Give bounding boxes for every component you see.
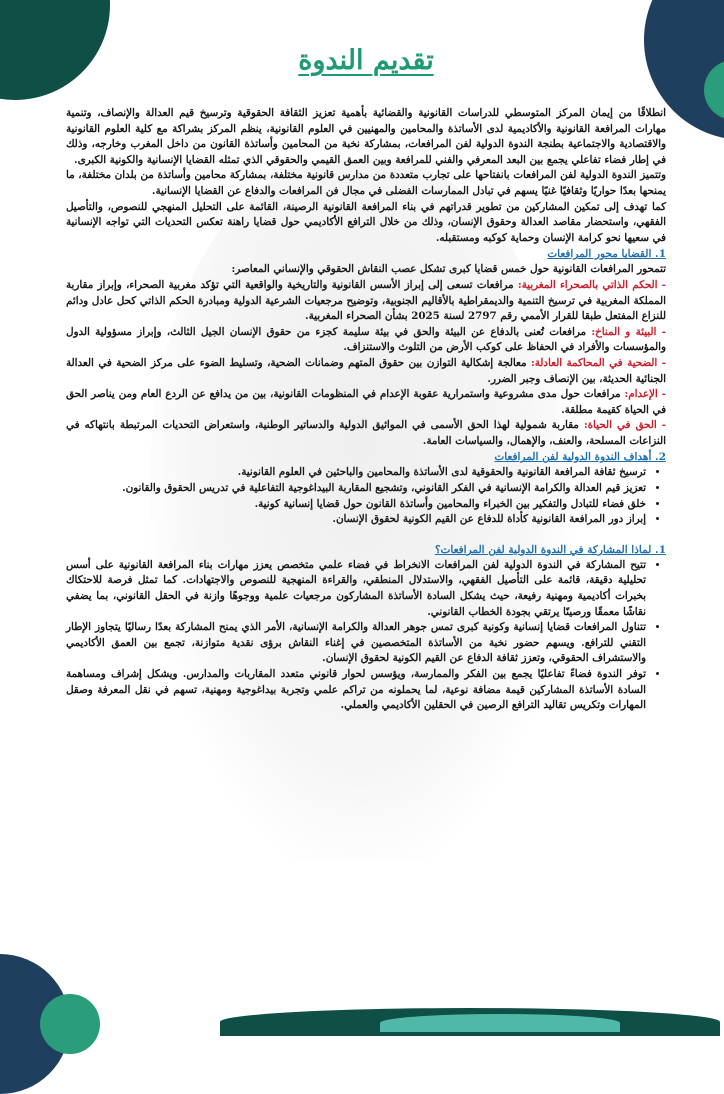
objective-item: • ترسيخ ثقافة المرافعة القانونية والحقوقية لدى الأساتذة والمحامين والباحثين في العلوم القانونية. <box>66 465 646 481</box>
page-title: تقديم الندوة <box>298 45 434 76</box>
section-heading-objectives: 2. أهداف الندوة الدولية لفن المرافعات <box>494 451 666 464</box>
document-body <box>66 40 666 714</box>
intro-paragraph-2: وتتميز الندوة الدولية لفن المرافعات بانفتاحها على تجارب متعددة من مدارس قانونية مختلفة، بمشاركة محامين وأساتذة من بلدان مختلفة، ما يمنحها بعدًا حواريًا وثقافيًا غنيًا يسهم في تبادل الممارسات الفضلى في مجال فن المرافعات والدفاع عن القضايا الإنسانية. <box>66 169 666 197</box>
topic-item <box>66 418 666 449</box>
why-item: • تتيح المشاركة في الندوة الدولية لفن المرافعات الانخراط في فضاء علمي متخصص يعزز مهارات بناء المرافعة القانونية على أسس تحليلية دقيقة، قائمة على التأصيل الفقهي، والاستدلال المنطقي، والقراءة المنهجية للنصوص والاجتهادات. كما تمثل فرصة للاحتكاك بخبرات أكاديمية ومهنية رفيعة، حيث يشكل السادة الأساتذة المشاركون مرجعيات علمية ووجوهًا وازنة في الحقل القانوني، بما يضفي نقاشًا معمقًا ورصينًا يرتقي بجودة الخطاب القانوني. <box>66 558 646 620</box>
topic-label: - الإعدام: <box>624 388 666 401</box>
why-item: • توفر الندوة فضاءً تفاعليًا يجمع بين الفكر والممارسة، ويؤسس لحوار قانوني متعدد المقاربات والمدارس. ويشكل إشراف ومساهمة السادة الأساتذة المشاركين قيمة مضافة نوعية، لما يحملونه من تراكم علمي وتجربة بيداغوجية ومهنية، تسهم في نقل المعرفة وصقل المهارات وتكريس تقاليد الترافع الرصين في الحقلين الأكاديمي والعملي. <box>66 667 646 714</box>
why-participate-list <box>66 558 666 714</box>
topic-item <box>66 356 666 387</box>
topic-text: مرافعات تُعنى بالدفاع عن البيئة والحق في بيئة سليمة كجزء من حقوق الإنسان الجيل الثالث، وإبراز مسؤولية الدول والمؤسسات والأفراد في الحفاظ على كوكب الأرض من التلوث والاستنزاف. <box>66 325 666 354</box>
topic-text: مرافعات حول مدى مشروعية واستمرارية عقوبة الإعدام في المنظومات القانونية، بين من يدافع عن الردع العام ومن يناصر الحق في الحياة كقيمة مطلقة. <box>66 388 666 416</box>
topic-label: - الحق في الحياة: <box>583 419 666 432</box>
section-heading-why-participate: 1. لماذا المشاركة في الندوة الدولية لفن المرافعات؟ <box>434 543 666 556</box>
objective-item: • إبراز دور المرافعة القانونية كأداة للدفاع عن القيم الكونية لحقوق الإنسان. <box>66 512 646 528</box>
decor-dot-bottom-left <box>40 994 100 1054</box>
topic-item <box>66 278 666 325</box>
objectives-list <box>66 465 666 527</box>
topic-text: معالجة إشكالية التوازن بين حقوق المتهم وضمانات الضحية، وتسليط الضوء على مركز الضحية في العدالة الجنائية الحديثة، بين الإنصاف وجبر الضرر. <box>66 356 666 385</box>
decor-wave-bottom-light <box>380 1014 620 1032</box>
topic-item <box>66 387 666 418</box>
topic-label: - البيئة و المناخ: <box>591 325 666 338</box>
objective-item: • خلق فضاء للتبادل والتفكير بين الخبراء والمحامين وأساتذة القانون حول قضايا إنسانية كونية. <box>66 497 646 513</box>
section-heading-topics: 1. القضايا محور المرافعات <box>547 248 666 261</box>
why-item: • تتناول المرافعات قضايا إنسانية وكونية كبرى تمس جوهر العدالة والكرامة الإنسانية، الأمر الذي يمنح المشاركة بعدًا رساليًا يتجاوز الإطار التقني للترافع. ويسهم حضور نخبة من الأساتذة المتخصصين في إغناء النقاش برؤى نقدية متوازنة، تجمع بين العمق الأكاديمي والاستشراف الحقوقي، وتعزز ثقافة الدفاع عن القيم الكونية لحقوق الإنسان. <box>66 620 646 667</box>
objective-item: • تعزيز قيم العدالة والكرامة الإنسانية في الفكر القانوني، وتشجيع المقاربة البيداغوجية التفاعلية في تدريس الحقوق والقانون. <box>66 481 646 497</box>
intro-paragraph-1: انطلاقًا من إيمان المركز المتوسطي للدراسات القانونية والقضائية بأهمية تعزيز الثقافة الحقوقية وترسيخ قيم العدالة والإنصاف، وتنمية مهارات المرافعة القانونية والأكاديمية لدى الأساتذة والمحامين والمهنيين في العلوم القانونية، ينظم المركز بشراكة مع كلية العلوم القانونية والاقتصادية والاجتماعية بطنجة الندوة الدولية لفن المرافعات، بمشاركة نخبة من المحامين وأساتذة القانون من داخل المغرب وخارجه، وذلك في إطار فضاء تفاعلي يجمع بين البعد المعرفي والفني للمرافعة وبين العمق القيمي والحقوقي الذي تمثله القضايا الإنسانية والكونية الكبرى. <box>66 107 666 166</box>
intro-paragraph-3: كما تهدف إلى تمكين المشاركين من تطوير قدراتهم في بناء المرافعة القانونية الرصينة، القائمة على التحليل المنهجي للنصوص، والتأصيل الفقهي، واستحضار مقاصد العدالة وحقوق الإنسان، وذلك من خلال الترافع الأكاديمي حول قضايا راهنة تعكس التحديات التي تواجه الإنسانية في سعيها نحو كرامة الإنسان وحماية كوكبه ومستقبله. <box>66 200 666 244</box>
topic-text: مرافعات تسعى إلى إبراز الأسس القانونية والتاريخية والواقعية التي تؤكد مغربية الصحراء، وإبراز مقاربة المملكة المغربية في ترسيخ التنمية والديمقراطية بالأقاليم الجنوبية، وتوضيح مرجعيات الشرعية الدولية ومبادرة الحكم الذاتي كحل عادل ودائم للنزاع المفتعل طبقا للقرار الأممي رقم 2797 لسنة 2025 بشأن الصحراء المغربية. <box>66 278 666 323</box>
topic-label: - الحكم الذاتي بالصحراء المغربية: <box>517 278 666 291</box>
topic-label: - الضحية في المحاكمة العادلة: <box>530 356 666 369</box>
topic-item <box>66 325 666 356</box>
topics-lead: تتمحور المرافعات القانونية حول خمس قضايا كبرى تشكل عصب النقاش الحقوقي والإنساني المعاصر: <box>231 263 666 276</box>
topic-text: مقاربة شمولية لهذا الحق الأسمى في المواثيق الدولية والدساتير الوطنية، واستعراض التحديات المرتبطة بانتهاكه في النزاعات المسلحة، والعنف، والإهمال، والسياسات العامة. <box>66 419 666 447</box>
